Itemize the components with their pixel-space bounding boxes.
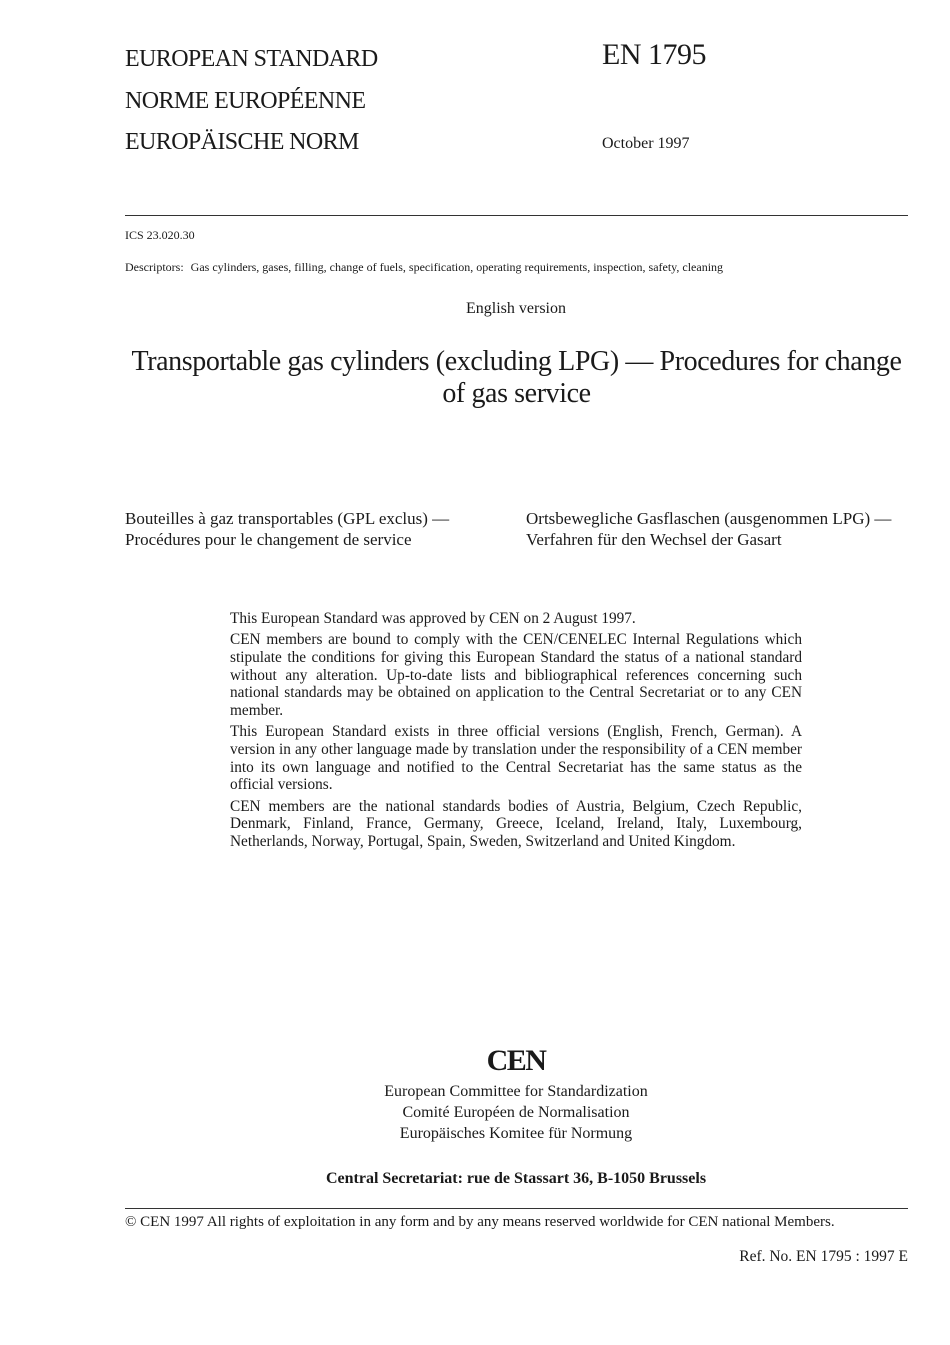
title-german	[526, 508, 891, 550]
org-name-en: European Committee for Standardization	[384, 1083, 648, 1100]
descriptors-label: Descriptors:	[125, 260, 184, 274]
standard-label-fr: NORME EUROPÉENNE	[125, 88, 366, 114]
reference-number: Ref. No. EN 1795 : 1997 E	[739, 1248, 908, 1265]
approval-paragraph: This European Standard was approved by CEN on 2 August 1997.	[230, 610, 636, 627]
version-label: English version	[466, 300, 566, 317]
bottom-divider	[125, 1208, 908, 1209]
approval-paragraph: CEN members are bound to comply with the CEN/CENELEC Internal Regulations which stipulate the conditions for giving this European Standard the status of a national standard without any alteration. Up-to-date lists and bibliographical references concerning such national standards may be obtained on application to the Central Secretariat or to any CEN member.	[230, 631, 802, 720]
publication-date: October 1997	[602, 135, 690, 152]
title-german-line1: Ortsbewegliche Gasflaschen (ausgenommen LPG) —	[526, 509, 892, 528]
standard-label-en: EUROPEAN STANDARD	[125, 46, 378, 72]
ics-code: ICS 23.020.30	[125, 228, 195, 242]
approval-paragraph: This European Standard exists in three official versions (English, French, German). A version in any other language made by translation under the responsibility of a CEN member into its own language and notified to the Central Secretariat has the same status as the official versions.	[230, 723, 802, 794]
document-title: Transportable gas cylinders (excluding LPG) — Procedures for change of gas service	[131, 346, 902, 409]
descriptors-line	[125, 260, 723, 275]
org-name-de: Europäisches Komitee für Normung	[399, 1125, 633, 1142]
cen-logo: CEN	[486, 1044, 546, 1077]
standard-label-de: EUROPÄISCHE NORM	[125, 129, 359, 155]
title-french-line2: Procédures pour le changement de service	[125, 530, 412, 549]
standard-number: EN 1795	[602, 38, 706, 71]
secretariat-address: Central Secretariat: rue de Stassart 36, B-1050 Brussels	[325, 1170, 707, 1187]
approval-text-block	[230, 610, 802, 854]
org-name-fr: Comité Européen de Normalisation	[402, 1104, 630, 1121]
title-french	[125, 508, 449, 550]
title-french-line1: Bouteilles à gaz transportables (GPL exclus) —	[125, 509, 450, 528]
copyright-notice: © CEN 1997 All rights of exploitation in any form and by any means reserved worldwide for CEN national Members.	[125, 1214, 835, 1230]
descriptors-text: Gas cylinders, gases, filling, change of fuels, specification, operating requirements, inspection, safety, cleaning	[190, 260, 724, 274]
top-divider	[125, 215, 908, 216]
approval-paragraph: CEN members are the national standards bodies of Austria, Belgium, Czech Republic, Denmark, Finland, France, Germany, Greece, Iceland, Ireland, Italy, Luxembourg, Netherlands, Norway, Portugal, Spain, Sweden, Switzerland and United Kingdom.	[230, 797, 802, 850]
title-german-line2: Verfahren für den Wechsel der Gasart	[526, 530, 782, 549]
